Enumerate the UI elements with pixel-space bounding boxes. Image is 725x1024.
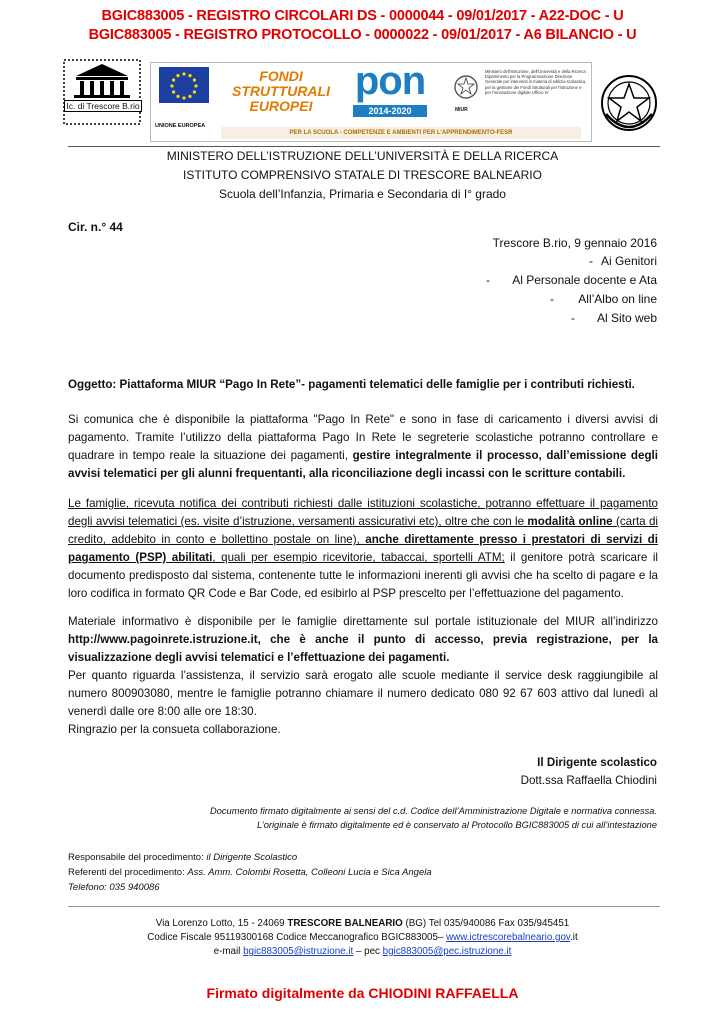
institute-title: ISTITUTO COMPRENSIVO STATALE DI TRESCORE BALNEARIO — [183, 168, 542, 182]
recipient-item — [380, 311, 657, 330]
place-date: Trescore B.rio, 9 gennaio 2016 — [492, 236, 657, 250]
para2-text: il genitore potrà scaricare il documento predisposto dal sistema, contenente tutte le informazioni inerenti gli avvisi che ha scelto di pagare e la loro codifica in formato QR Code e Bar Code, ed esibirlo al PSP prescelto per l’effettuazione del pagamento. — [68, 551, 658, 600]
para2-underlined-3: , quali per esempio ricevitorie, tabaccai, sportelli ATM; — [212, 551, 505, 564]
circular-number: Cir. n.° 44 — [68, 220, 123, 234]
recipient-label: Ai Genitori — [600, 254, 657, 268]
fondi-line3: EUROPEI — [249, 98, 313, 114]
footer-divider — [68, 906, 660, 907]
para3-portal-link[interactable]: http://www.pagoinrete.istruzione.it, che è anche il punto di accesso, previa registrazione, per la visualizzazione degli avvisi telematici e l’effettuazione dei pagamenti. — [68, 633, 658, 664]
school-logo-text: Ic. di Trescore B.rio — [64, 100, 142, 112]
para1-bold: gestire integralmente il processo, dall’emissione degli avvisi telematici per gli alunni frequentanti, alla riconciliazione degli incassi con le scritture contabili. — [68, 449, 658, 480]
fondi-strutturali-logo — [231, 69, 331, 114]
para3-text: Materiale informativo è disponibile per le famiglie direttamente sul portale istituzionale del MIUR all’indirizzo — [68, 615, 658, 628]
phone-line: Telefono: 035 940086 — [68, 882, 160, 893]
recipient-label: Al Personale docente e Ata — [512, 273, 657, 287]
digital-original-note: L’originale è firmato digitalmente ed è conservato al Protocollo BGIC883005 di cui all’intestazione — [257, 820, 657, 830]
address-town: TRESCORE BALNEARIO — [287, 918, 403, 929]
header-divider — [68, 146, 660, 147]
school-type: Scuola dell’Infanzia, Primaria e Secondaria di I° grado — [219, 187, 506, 201]
pon-logo — [347, 59, 433, 117]
website-suffix: .it — [570, 932, 578, 943]
footer-codes — [0, 932, 725, 943]
paragraph-assistance: Per quanto riguarda l’assistenza, il servizio sarà erogato alle scuole mediante il service desk raggiungibile al numero 800903080, mentre le famiglie potranno chiamare il numero dedicato 080 92 67 603 attivo dal lunedì al venerdì dalle ore 8:00 alle ore 18:30. — [68, 669, 658, 718]
registry-line-protocollo: BGIC883005 - REGISTRO PROTOCOLLO - 0000022 - 09/01/2017 - A6 BILANCIO - U — [88, 27, 637, 43]
referents-line — [68, 867, 432, 878]
miur-label: MIUR — [455, 107, 468, 113]
fondi-line2: STRUTTURALI — [232, 83, 330, 99]
digital-signature-note: Documento firmato digitalmente ai sensi del c.d. Codice dell’Amministrazione Digitale e normativa connessa. — [210, 806, 657, 816]
responsible-label: Responsabile del procedimento: — [68, 852, 207, 863]
paragraph-families — [68, 495, 658, 603]
pec-label: – pec — [353, 946, 383, 957]
signature-role: Il Dirigente scolastico — [537, 756, 657, 769]
recipient-label: Al Sito web — [596, 311, 657, 325]
recipient-dash: - — [589, 254, 593, 268]
school-logo — [62, 58, 142, 126]
address-phone: (BG) Tel 035/940086 Fax 035/945451 — [402, 918, 570, 929]
para2-psp: anche direttamente presso i prestatori di servizi di pagamento (PSP) abilitati — [68, 533, 658, 564]
digital-signature-stamp: Firmato digitalmente da CHIODINI RAFFAELLA — [206, 985, 519, 1001]
referents-label: Referenti del procedimento: — [68, 867, 188, 878]
responsible-line — [68, 852, 297, 863]
recipient-item — [380, 292, 657, 311]
responsible-value: il Dirigente Scolastico — [206, 852, 298, 863]
eu-label: UNIONE EUROPEA — [155, 123, 206, 129]
pec-link[interactable]: bgic883005@pec.istruzione.it — [382, 946, 512, 957]
pon-years: 2014-2020 — [353, 105, 427, 117]
paragraph-intro — [68, 411, 658, 483]
recipient-item — [380, 254, 657, 273]
recipient-item — [380, 273, 657, 292]
recipient-dash: - — [571, 311, 575, 325]
registry-line-circolari: BGIC883005 - REGISTRO CIRCOLARI DS - 0000044 - 09/01/2017 - A22-DOC - U — [101, 8, 624, 24]
footer-mail — [0, 946, 725, 957]
fondi-line1: FONDI — [259, 68, 303, 84]
email-link[interactable]: bgic883005@istruzione.it — [243, 946, 354, 957]
para1-text: Si comunica che è disponibile la piattaforma "Pago In Rete" e sono in fase di caricamento i diversi avvisi di pagamento. Tramite l’utilizzo della piattaforma Pago In Rete le segreterie scolastiche potranno controllare e quadrare in tempo reale la situazione dei pagamenti, — [68, 413, 658, 462]
fiscal-code: Codice Fiscale 95119300168 Codice Meccanografico BGIC883005– — [147, 932, 447, 943]
para2-underlined-2: (carta di credito, addebito in conto e bollettino postale on line), — [68, 515, 659, 546]
recipient-dash: - — [486, 273, 490, 287]
para2-underlined: Le famiglie, ricevuta notifica dei contributi richiesti dalle istituzioni scolastiche, potranno effettuare il pagamento degli avvisi telematici (es. visite d’istruzione, versamenti assicurativi etc), oltre che con le — [68, 497, 658, 528]
italian-republic-emblem-icon — [598, 70, 660, 136]
referents-value: Ass. Amm. Colombi Rosetta, Colleoni Lucia e Sica Angela — [187, 867, 432, 878]
miur-text: Ministero dell'Istruzione, dell'Università e della Ricerca Dipartimento per la Programmazione Direzione Generale per interventi in materia di edilizia scolastica, per la gestione dei Fondi Strutturali per l'istruzione e per l'innovazione digitale Ufficio IV — [485, 69, 587, 95]
recipient-label: All’Albo on line — [578, 292, 657, 306]
address-street: Via Lorenzo Lotto, 15 - 24069 — [155, 918, 288, 929]
paragraph-thanks: Ringrazio per la consueta collaborazione. — [68, 723, 281, 736]
pon-tagline: PER LA SCUOLA - COMPETENZE E AMBIENTI PER L'APPRENDIMENTO-FESR — [221, 127, 581, 139]
email-label: e-mail — [213, 946, 244, 957]
pon-text: pon — [354, 59, 426, 103]
pon-banner — [150, 59, 592, 142]
subject-line: Oggetto: Piattaforma MIUR “Pago In Rete”- pagamenti telematici delle famiglie per i contributi richiesti. — [68, 378, 635, 391]
para2-online-mode: modalità online — [527, 515, 613, 528]
eu-flag-icon — [159, 67, 209, 103]
recipient-dash: - — [550, 292, 554, 306]
footer-address — [0, 918, 725, 929]
signature-name: Dott.ssa Raffaella Chiodini — [520, 774, 657, 787]
paragraph-info-material — [68, 613, 658, 667]
republic-emblem-small-icon — [453, 73, 479, 103]
recipients-list — [380, 254, 657, 330]
ministry-title: MINISTERO DELL’ISTRUZIONE DELL’UNIVERSITÀ E DELLA RICERCA — [166, 149, 559, 163]
website-link[interactable]: www.ictrescorebalneario.gov — [446, 932, 571, 943]
